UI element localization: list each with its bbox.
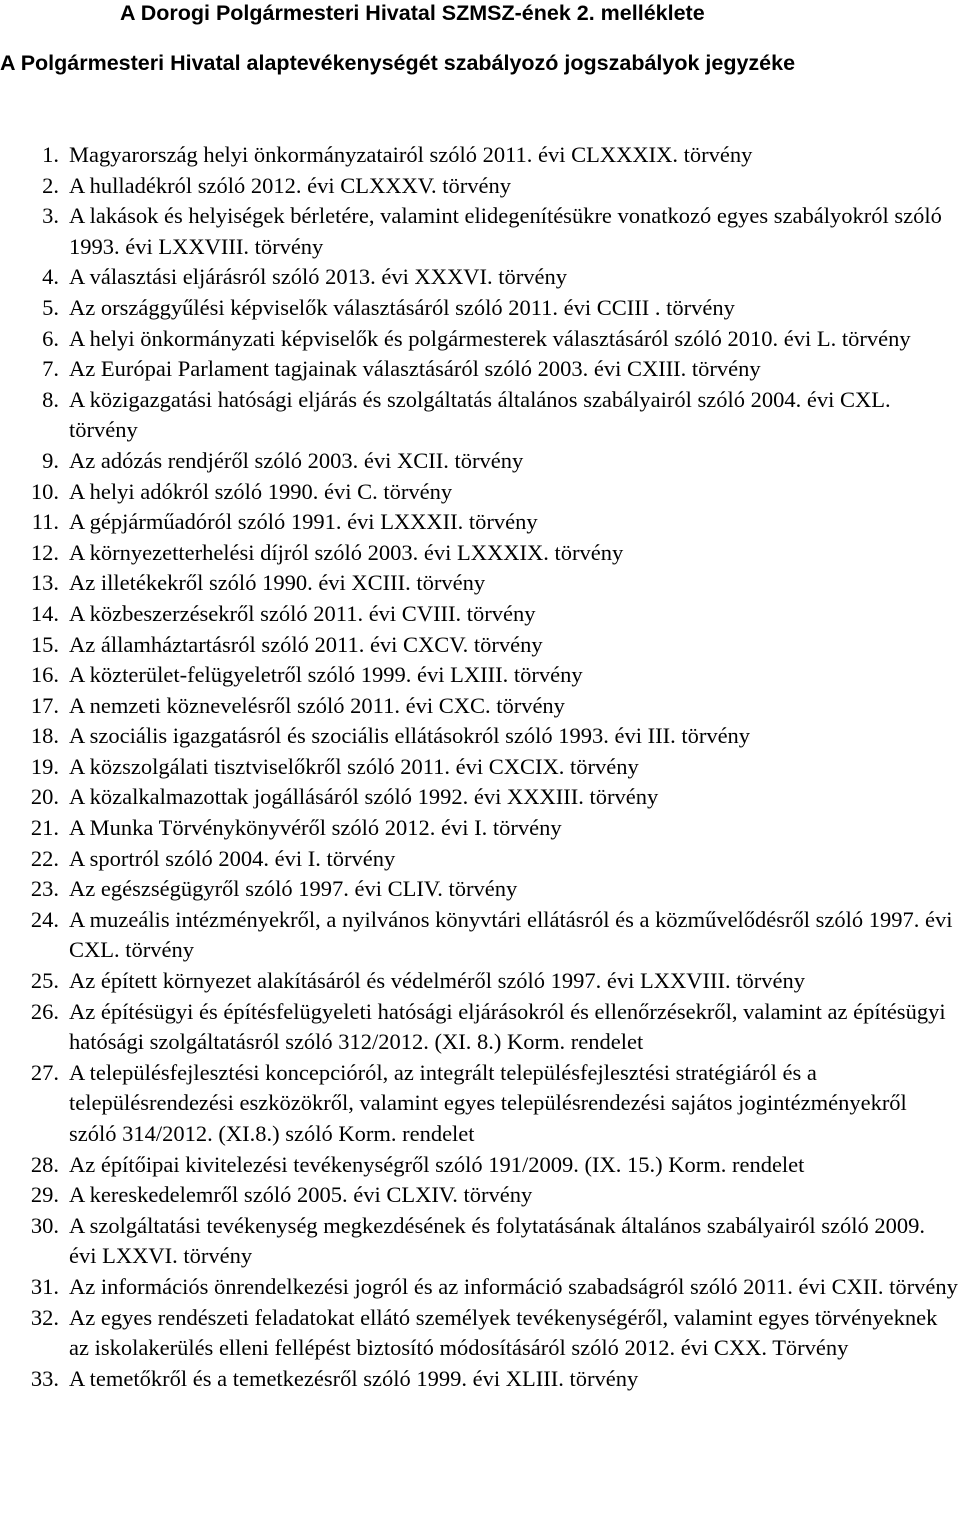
list-item-number: 10. — [30, 478, 59, 504]
list-item-number: 16. — [30, 662, 59, 688]
list-item-text: Az államháztartásról szóló 2011. évi CXCV. törvény — [69, 631, 543, 657]
list-item-text: A közszolgálati tisztviselőkről szóló 2011. évi CXCIX. törvény — [69, 753, 639, 779]
list-item — [0, 844, 960, 875]
list-item — [0, 568, 960, 599]
list-item — [0, 507, 960, 538]
list-item-number: 27. — [30, 1059, 59, 1085]
list-item-text: Az adózás rendjéről szóló 2003. évi XCII. törvény — [69, 447, 524, 473]
list-item-number: 24. — [30, 906, 59, 932]
list-item-number: 4. — [42, 264, 59, 290]
list-item-text: A nemzeti köznevelésről szóló 2011. évi CXC. törvény — [69, 692, 565, 718]
list-item-text: A közigazgatási hatósági eljárás és szolgáltatás általános szabályairól szóló 2004. évi CXL. törvény — [69, 386, 891, 443]
list-item-number: 22. — [30, 845, 59, 871]
list-item-text: A választási eljárásról szóló 2013. évi XXXVI. törvény — [69, 264, 567, 290]
list-item — [0, 1211, 960, 1272]
document-subtitle: A Polgármesteri Hivatal alaptevékenységét szabályozó jogszabályok jegyzéke — [0, 51, 796, 75]
list-item-text: A szociális igazgatásról és szociális ellátásokról szóló 1993. évi III. törvény — [69, 723, 751, 749]
law-list — [0, 140, 960, 1394]
list-item — [0, 813, 960, 844]
list-item-number: 20. — [30, 784, 59, 810]
list-item-text: A temetőkről és a temetkezésről szóló 1999. évi XLIII. törvény — [69, 1365, 639, 1391]
list-item-number: 19. — [30, 753, 59, 779]
list-item-number: 14. — [30, 600, 59, 626]
list-item — [0, 446, 960, 477]
list-item-number: 28. — [30, 1151, 59, 1177]
list-item-text: Az információs önrendelkezési jogról és az információ szabadságról szóló 2011. évi CXII. törvény — [69, 1273, 958, 1299]
list-item — [0, 782, 960, 813]
list-item — [0, 140, 960, 171]
list-item — [0, 1180, 960, 1211]
list-item-number: 3. — [42, 203, 59, 229]
list-item — [0, 324, 960, 355]
list-item-text: A közalkalmazottak jogállásáról szóló 1992. évi XXXIII. törvény — [69, 784, 659, 810]
list-item-number: 8. — [42, 386, 59, 412]
list-item-text: Az országgyűlési képviselők választásáról szóló 2011. évi CCIII . törvény — [69, 294, 735, 320]
list-item-text: A környezetterhelési díjról szóló 2003. évi LXXXIX. törvény — [69, 539, 624, 565]
list-item-text: Az épített környezet alakításáról és védelméről szóló 1997. évi LXXVIII. törvény — [69, 968, 805, 994]
list-item — [0, 293, 960, 324]
list-item-number: 26. — [30, 998, 59, 1024]
list-item — [0, 997, 960, 1058]
list-item — [0, 201, 960, 262]
list-item — [0, 171, 960, 202]
list-item — [0, 385, 960, 446]
list-item — [0, 721, 960, 752]
list-item-number: 25. — [30, 968, 59, 994]
list-item-number: 2. — [42, 172, 59, 198]
list-item-text: Az egészségügyről szóló 1997. évi CLIV. törvény — [69, 876, 518, 902]
list-item-number: 30. — [30, 1212, 59, 1238]
list-item — [0, 691, 960, 722]
list-item-text: A településfejlesztési koncepcióról, az integrált településfejlesztési stratégiáról és a településrendezési eszközökről, valamint egyes településrendezési sajátos jogintézményekről szóló 314/2012. (XI.8.) szóló Korm. rendelet — [69, 1059, 907, 1146]
list-item-text: A Munka Törvénykönyvéről szóló 2012. évi I. törvény — [69, 815, 562, 841]
list-item-text: Az egyes rendészeti feladatokat ellátó személyek tevékenységéről, valamint egyes törvényeknek az iskolakerülés elleni fellépést biztosító módosításáról szóló 2012. évi CXX. Törvény — [69, 1304, 938, 1361]
list-item-number: 13. — [30, 570, 59, 596]
list-item-number: 31. — [30, 1273, 59, 1299]
list-item — [0, 630, 960, 661]
list-item-number: 33. — [30, 1365, 59, 1391]
list-item — [0, 1272, 960, 1303]
list-item — [0, 1150, 960, 1181]
list-item-text: Az építőipai kivitelezési tevékenységről szóló 191/2009. (IX. 15.) Korm. rendelet — [69, 1151, 805, 1177]
list-item-text: Az építésügyi és építésfelügyeleti hatósági eljárásokról és ellenőrzésekről, valamint az építésügyi hatósági szolgáltatásról szóló 312/2012. (XI. 8.) Korm. rendelet — [69, 998, 946, 1055]
list-item-number: 9. — [42, 447, 59, 473]
list-item — [0, 354, 960, 385]
list-item-text: A kereskedelemről szóló 2005. évi CLXIV. törvény — [69, 1182, 533, 1208]
list-item-text: Magyarország helyi önkormányzatairól szóló 2011. évi CLXXXIX. törvény — [69, 142, 753, 167]
list-item-text: A gépjárműadóról szóló 1991. évi LXXXII. törvény — [69, 509, 538, 535]
list-item — [0, 1303, 960, 1364]
list-item — [0, 477, 960, 508]
list-item-text: A lakások és helyiségek bérletére, valamint elidegenítésükre vonatkozó egyes szabályokról szóló 1993. évi LXXVIII. törvény — [69, 203, 942, 259]
list-item-number: 32. — [30, 1304, 59, 1330]
list-item-text: A sportról szóló 2004. évi I. törvény — [69, 845, 396, 871]
list-item-text: A közbeszerzésekről szóló 2011. évi CVIII. törvény — [69, 600, 536, 626]
list-item-text: A hulladékról szóló 2012. évi CLXXXV. törvény — [69, 172, 512, 198]
list-item-text: Az illetékekről szóló 1990. évi XCIII. törvény — [69, 570, 486, 596]
list-item-text: A muzeális intézményekről, a nyilvános könyvtári ellátásról és a közművelődésről szóló 1997. évi CXL. törvény — [69, 906, 953, 963]
list-item-number: 15. — [30, 631, 59, 657]
list-item-number: 6. — [42, 325, 59, 351]
list-item — [0, 599, 960, 630]
list-item-number: 17. — [30, 692, 59, 718]
list-item — [0, 752, 960, 783]
list-item-number: 5. — [42, 294, 59, 320]
list-item — [0, 262, 960, 293]
list-item-text: A helyi adókról szóló 1990. évi C. törvény — [69, 478, 453, 504]
list-item — [0, 538, 960, 569]
list-item — [0, 1364, 960, 1395]
list-item-number: 23. — [30, 876, 59, 902]
list-item — [0, 905, 960, 966]
list-item-text: A helyi önkormányzati képviselők és polgármesterek választásáról szóló 2010. évi L. törvény — [69, 325, 911, 351]
list-item-number: 18. — [30, 723, 59, 749]
list-item-number: 12. — [30, 539, 59, 565]
list-item-number: 7. — [42, 356, 59, 382]
list-item-number: 21. — [30, 815, 59, 841]
list-item-number: 29. — [30, 1182, 59, 1208]
list-item — [0, 966, 960, 997]
list-item-number: 11. — [31, 509, 59, 535]
list-item — [0, 874, 960, 905]
document-title: A Dorogi Polgármesteri Hivatal SZMSZ-ének 2. melléklete — [120, 1, 705, 25]
list-item-text: A szolgáltatási tevékenység megkezdésének és folytatásának általános szabályairól szóló 2009. évi LXXVI. törvény — [69, 1212, 925, 1269]
list-item-text: A közterület-felügyeletről szóló 1999. évi LXIII. törvény — [69, 662, 583, 688]
list-item-text: Az Európai Parlament tagjainak választásáról szóló 2003. évi CXIII. törvény — [69, 356, 761, 382]
list-item — [0, 1058, 960, 1150]
list-item — [0, 660, 960, 691]
list-item-number: 1. — [42, 142, 59, 167]
